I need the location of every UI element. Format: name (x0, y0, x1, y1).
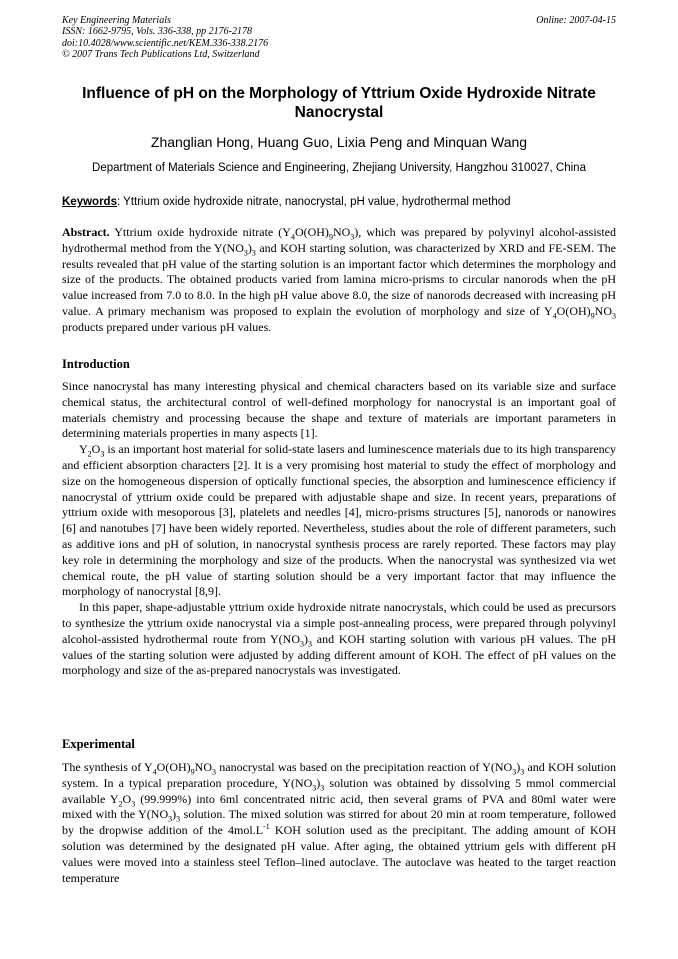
subscript: 3 (212, 767, 217, 777)
subscript: 3 (131, 798, 136, 808)
intro-paragraph-1: Since nanocrystal has many interesting physical and chemical characters based on its variable size and surface chemical status, the architectural control of well-defined morphology for nanocrystal is an important goal of materials chemistry and processing because the shape and texture of materials are important parameters in determining materials properties in many aspects [1]. (62, 379, 616, 441)
subscript: 4 (552, 311, 557, 321)
subscript: 3 (312, 783, 317, 793)
experimental-section (62, 760, 616, 886)
issn-line: ISSN: 1662-9795, Vols. 336-338, pp 2176-2178 (62, 26, 252, 38)
online-date: Online: 2007-04-15 (536, 15, 616, 26)
subscript: 3 (612, 311, 616, 321)
subscript: 3 (168, 814, 173, 824)
exp-text: ) (316, 775, 321, 790)
doi-line: doi:10.4028/www.scientific.net/KEM.336-338.2176 (62, 37, 269, 49)
intro-paragraph-2 (62, 442, 616, 600)
abstract-text: O(OH) (556, 303, 591, 318)
intro-text: Y (79, 442, 88, 457)
subscript: 3 (176, 814, 181, 824)
keywords (62, 195, 616, 209)
abstract (62, 225, 616, 336)
exp-text: ) (172, 807, 177, 822)
exp-text: and KOH solution system. In a typical preparation procedure, Y(NO (62, 760, 616, 790)
abstract-text: NO (332, 225, 351, 239)
exp-text: O(OH) (156, 760, 191, 774)
subscript: 2 (87, 449, 92, 459)
subscript: 3 (100, 449, 105, 459)
intro-text: is an important host material for solid-state lasers and luminescence materials due to its high transparency and efficient absorption characters [2]. It is a very promising host material to study the effect of morphology and size on the homogeneous dispersion of optically functional species, the absorption and luminescence efficiency if nanocrystal of yttrium oxide could be prepared with adjustable shape and size. In recent years, preparations of yttrium oxide with mesoporous [3], platelets and needles [4], micro-prisms structures [5], nanorods or nanowires [6] and nanotubes [7] have been widely reported. Nevertheless, studies about the role of different parameters, such as additive ions and pH of solution, in nanocrystal synthesis process are rarely reported. These factors may play key role in determining the morphology and size of the products. When the nanocrystal was synthesized via wet chemical route, the pH value of starting solution should be a very important factor that may influence the morphology of nanocrystal [8,9]. (62, 442, 616, 599)
intro-text: ) (304, 631, 308, 646)
exp-text: (99.999%) into 6ml concentrated nitric acid, then several grams of PVA and 80ml water were mixed with the Y(NO (62, 791, 616, 822)
subscript: 3 (520, 767, 525, 777)
exp-text: NO (194, 760, 213, 774)
experimental-paragraph-1 (62, 760, 616, 886)
exp-text: O (122, 791, 132, 806)
journal-name: Key Engineering Materials (62, 15, 171, 26)
exp-text: nanocrystal was based on the precipitation reaction of Y(NO (216, 760, 513, 774)
section-heading-experimental: Experimental (62, 737, 135, 751)
intro-text: O (91, 442, 101, 457)
intro-text: and KOH starting solution with various pH values. The pH values of the starting solution were adjusted by adding different amount of KOH. The effect of pH values on the morphology and size of the as-prepared nanocrystals was investigated. (62, 631, 617, 678)
subscript: 9 (590, 311, 595, 321)
keywords-text: : Yttrium oxide hydroxide nitrate, nanocrystal, pH value, hydrothermal method (116, 196, 511, 208)
subscript: 3 (350, 232, 355, 242)
subscript: 3 (300, 639, 304, 649)
exp-text: solution was obtained by dissolving 5 mmol commercial available Y (62, 775, 616, 806)
subscript: 9 (328, 232, 333, 242)
abstract-text: ) (247, 240, 252, 255)
introduction-section (62, 379, 616, 679)
subscript: 3 (320, 783, 325, 793)
abstract-text: NO (594, 303, 612, 318)
abstract-text: Yttrium oxide hydroxide nitrate (Y (109, 225, 291, 239)
subscript: 9 (190, 767, 195, 777)
intro-text: In this paper, shape-adjustable yttrium oxide hydroxide nitrate nanocrystals, which could be used as precursors to synthesize the yttrium oxide nanocrystal via a simple post-annealing process, were prepared through polyvinyl alcohol-assisted hydrothermal route from Y(NO (62, 600, 616, 646)
section-heading-introduction: Introduction (62, 357, 130, 371)
superscript: -1 (263, 822, 270, 832)
exp-text: KOH solution used as the precipitant. The adding amount of KOH solution was determined by the designated pH value. After aging, the obtained yttrium gels with different pH values were moved into a stainless steel Teflon–lined autoclave. The autoclave was heated to the target reaction temperature (62, 823, 616, 885)
exp-text: The synthesis of Y (62, 760, 153, 774)
keywords-label: Keywords (62, 196, 117, 208)
subscript: 3 (243, 248, 248, 258)
subscript: 3 (512, 767, 517, 777)
subscript: 4 (152, 767, 157, 777)
abstract-label: Abstract. (62, 225, 110, 239)
abstract-text: O(OH) (294, 225, 329, 239)
affiliation: Department of Materials Science and Engineering, Zhejiang University, Hangzhou 310027, China (92, 162, 586, 174)
abstract-text: products prepared under various pH values. (62, 319, 272, 334)
abstract-text: and KOH starting solution, was characterized by XRD and FE-SEM. The results revealed that pH value of the starting solution is an important factor which determines the morphology and size of the products. The obtained products varied from lamina micro-prisms to circular nanorods when the pH value increased from 7.0 to 8.0. In the high pH value above 8.0, the size of nanorods decreased with increasing pH value. A primary mechanism was proposed to explain the evolution of morphology and size of Y (62, 240, 616, 318)
copyright-line: © 2007 Trans Tech Publications Ltd, Switzerland (62, 49, 260, 61)
intro-paragraph-3 (62, 600, 616, 679)
subscript: 3 (308, 639, 312, 649)
abstract-text: ), which was prepared by polyvinyl alcohol-assisted hydrothermal method from the Y(NO (62, 225, 616, 255)
subscript: 4 (290, 232, 295, 242)
paper-title: Influence of pH on the Morphology of Yttrium Oxide Hydroxide Nitrate Nanocrystal (82, 85, 596, 121)
author-list: Zhanglian Hong, Huang Guo, Lixia Peng and Minquan Wang (150, 134, 528, 150)
exp-text: ) (516, 760, 521, 774)
subscript: 3 (251, 248, 256, 258)
journal-header (62, 15, 616, 61)
exp-text: solution. The mixed solution was stirred for about 20 min at room temperature, followed by the dropwise addition of the 4mol.L (62, 807, 616, 838)
subscript: 2 (118, 798, 123, 808)
